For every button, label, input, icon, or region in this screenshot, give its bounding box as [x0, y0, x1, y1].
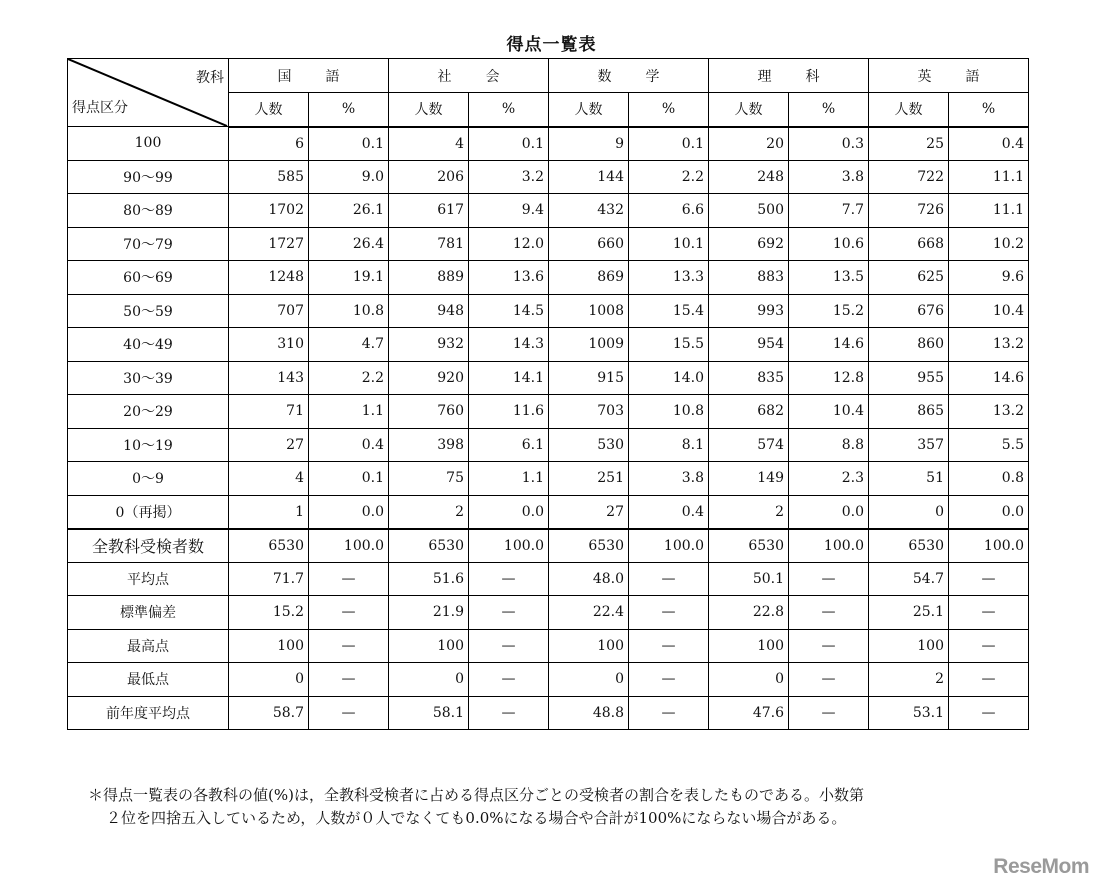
- count-cell: 889: [389, 261, 469, 295]
- dash-cell: —: [789, 696, 869, 730]
- stat-value-cell: 100: [229, 629, 309, 663]
- range-label: 90〜99: [68, 160, 229, 194]
- pct-cell: 10.6: [789, 227, 869, 261]
- pct-cell: 6.6: [629, 194, 709, 228]
- total-pct-cell: 100.0: [309, 529, 389, 563]
- stat-value-cell: 54.7: [869, 562, 949, 596]
- count-cell: 1008: [549, 294, 629, 328]
- score-range-row: [68, 261, 1029, 295]
- score-range-row: [68, 428, 1029, 462]
- pct-cell: 2.2: [309, 361, 389, 395]
- count-cell: 143: [229, 361, 309, 395]
- stat-value-cell: 100: [549, 629, 629, 663]
- subject-header-shakai: 社 会: [389, 59, 549, 93]
- count-cell: 865: [869, 395, 949, 429]
- pct-cell: 1.1: [309, 395, 389, 429]
- pct-cell: 14.1: [469, 361, 549, 395]
- dash-cell: —: [949, 696, 1029, 730]
- dash-cell: —: [629, 562, 709, 596]
- pct-cell: 2.3: [789, 462, 869, 496]
- stat-value-cell: 58.1: [389, 696, 469, 730]
- score-range-row: [68, 395, 1029, 429]
- score-range-row: [68, 361, 1029, 395]
- count-cell: 954: [709, 328, 789, 362]
- pct-cell: 15.4: [629, 294, 709, 328]
- range-label: 70〜79: [68, 227, 229, 261]
- dash-cell: —: [789, 629, 869, 663]
- dash-cell: —: [629, 629, 709, 663]
- pct-cell: 7.7: [789, 194, 869, 228]
- range-label: 50〜59: [68, 294, 229, 328]
- count-cell: 251: [549, 462, 629, 496]
- count-cell: 920: [389, 361, 469, 395]
- count-cell: 668: [869, 227, 949, 261]
- table-title: 得点一覧表: [506, 35, 597, 55]
- pct-cell: 9.0: [309, 160, 389, 194]
- score-range-row: [68, 328, 1029, 362]
- corner-subject-label: 教科: [196, 70, 224, 86]
- total-count-cell: 6530: [549, 529, 629, 563]
- pct-cell: 0.0: [789, 495, 869, 529]
- col-header-count: 人数: [389, 93, 469, 127]
- count-cell: 2: [389, 495, 469, 529]
- range-label: 0〜9: [68, 462, 229, 496]
- stat-value-cell: 51.6: [389, 562, 469, 596]
- dash-cell: —: [469, 562, 549, 596]
- pct-cell: 2.2: [629, 160, 709, 194]
- stat-row: [68, 663, 1029, 697]
- score-range-row: [68, 462, 1029, 496]
- count-cell: 835: [709, 361, 789, 395]
- total-count-cell: 6530: [709, 529, 789, 563]
- pct-cell: 9.4: [469, 194, 549, 228]
- count-cell: 1727: [229, 227, 309, 261]
- stat-value-cell: 48.8: [549, 696, 629, 730]
- count-cell: 144: [549, 160, 629, 194]
- range-label: 10〜19: [68, 428, 229, 462]
- pct-cell: 14.0: [629, 361, 709, 395]
- count-cell: 0: [869, 495, 949, 529]
- stat-label: 最高点: [68, 629, 229, 663]
- pct-cell: 0.1: [309, 127, 389, 161]
- score-range-row: [68, 495, 1029, 529]
- corner-range-label: 得点区分: [72, 100, 128, 116]
- count-cell: 955: [869, 361, 949, 395]
- dash-cell: —: [309, 562, 389, 596]
- range-label: 30〜39: [68, 361, 229, 395]
- total-row: [68, 529, 1029, 563]
- range-label: 0（再掲）: [68, 495, 229, 529]
- pct-cell: 10.4: [949, 294, 1029, 328]
- pct-cell: 10.4: [789, 395, 869, 429]
- count-cell: 6: [229, 127, 309, 161]
- score-range-row: [68, 227, 1029, 261]
- stat-value-cell: 0: [229, 663, 309, 697]
- stat-value-cell: 50.1: [709, 562, 789, 596]
- resemom-logo: ReseMom: [993, 855, 1089, 878]
- pct-cell: 1.1: [469, 462, 549, 496]
- pct-cell: 19.1: [309, 261, 389, 295]
- count-cell: 500: [709, 194, 789, 228]
- count-cell: 915: [549, 361, 629, 395]
- footnote: [88, 784, 1048, 830]
- count-cell: 883: [709, 261, 789, 295]
- dash-cell: —: [789, 663, 869, 697]
- count-cell: 357: [869, 428, 949, 462]
- total-count-cell: 6530: [869, 529, 949, 563]
- dash-cell: —: [789, 562, 869, 596]
- subject-header-kokugo: 国 語: [229, 59, 389, 93]
- count-cell: 206: [389, 160, 469, 194]
- pct-cell: 11.1: [949, 160, 1029, 194]
- col-header-pct: %: [309, 93, 389, 127]
- stat-value-cell: 2: [869, 663, 949, 697]
- count-cell: 398: [389, 428, 469, 462]
- dash-cell: —: [949, 663, 1029, 697]
- pct-cell: 13.2: [949, 328, 1029, 362]
- subject-header-sugaku: 数 学: [549, 59, 709, 93]
- count-cell: 707: [229, 294, 309, 328]
- stat-value-cell: 21.9: [389, 596, 469, 630]
- pct-cell: 14.6: [789, 328, 869, 362]
- pct-cell: 11.1: [949, 194, 1029, 228]
- count-cell: 71: [229, 395, 309, 429]
- stat-value-cell: 22.4: [549, 596, 629, 630]
- pct-cell: 0.1: [469, 127, 549, 161]
- range-label: 40〜49: [68, 328, 229, 362]
- score-range-row: [68, 160, 1029, 194]
- count-cell: 25: [869, 127, 949, 161]
- total-pct-cell: 100.0: [629, 529, 709, 563]
- pct-cell: 3.8: [629, 462, 709, 496]
- score-table: [67, 58, 1029, 730]
- pct-cell: 3.8: [789, 160, 869, 194]
- dash-cell: —: [309, 596, 389, 630]
- pct-cell: 10.1: [629, 227, 709, 261]
- dash-cell: —: [469, 596, 549, 630]
- stat-value-cell: 47.6: [709, 696, 789, 730]
- count-cell: 860: [869, 328, 949, 362]
- count-cell: 682: [709, 395, 789, 429]
- pct-cell: 13.2: [949, 395, 1029, 429]
- stat-row: [68, 629, 1029, 663]
- pct-cell: 0.3: [789, 127, 869, 161]
- count-cell: 585: [229, 160, 309, 194]
- count-cell: 722: [869, 160, 949, 194]
- total-pct-cell: 100.0: [789, 529, 869, 563]
- count-cell: 4: [229, 462, 309, 496]
- stat-value-cell: 71.7: [229, 562, 309, 596]
- col-header-count: 人数: [869, 93, 949, 127]
- count-cell: 1248: [229, 261, 309, 295]
- stat-value-cell: 0: [709, 663, 789, 697]
- pct-cell: 10.8: [629, 395, 709, 429]
- pct-cell: 4.7: [309, 328, 389, 362]
- pct-cell: 3.2: [469, 160, 549, 194]
- pct-cell: 11.6: [469, 395, 549, 429]
- count-cell: 1009: [549, 328, 629, 362]
- total-count-cell: 6530: [389, 529, 469, 563]
- count-cell: 432: [549, 194, 629, 228]
- footnote-line-2: ２位を四捨五入しているため，人数が０人でなくても0.0%になる場合や合計が100%にならない場合がある。: [106, 809, 847, 827]
- count-cell: 948: [389, 294, 469, 328]
- stat-row: [68, 596, 1029, 630]
- dash-cell: —: [949, 596, 1029, 630]
- total-label: 全教科受検者数: [68, 529, 229, 563]
- stat-row: [68, 696, 1029, 730]
- count-cell: 27: [549, 495, 629, 529]
- stat-value-cell: 15.2: [229, 596, 309, 630]
- col-header-pct: %: [629, 93, 709, 127]
- subject-header-eigo: 英 語: [869, 59, 1029, 93]
- pct-cell: 0.8: [949, 462, 1029, 496]
- pct-cell: 0.0: [949, 495, 1029, 529]
- col-header-count: 人数: [709, 93, 789, 127]
- stat-value-cell: 53.1: [869, 696, 949, 730]
- pct-cell: 12.0: [469, 227, 549, 261]
- count-cell: 20: [709, 127, 789, 161]
- stat-value-cell: 100: [869, 629, 949, 663]
- dash-cell: —: [469, 696, 549, 730]
- count-cell: 617: [389, 194, 469, 228]
- stat-value-cell: 25.1: [869, 596, 949, 630]
- stat-label: 最低点: [68, 663, 229, 697]
- pct-cell: 5.5: [949, 428, 1029, 462]
- count-cell: 75: [389, 462, 469, 496]
- col-header-count: 人数: [549, 93, 629, 127]
- dash-cell: —: [629, 696, 709, 730]
- subject-header-rika: 理 科: [709, 59, 869, 93]
- col-header-pct: %: [469, 93, 549, 127]
- score-range-row: [68, 194, 1029, 228]
- stat-value-cell: 22.8: [709, 596, 789, 630]
- count-cell: 993: [709, 294, 789, 328]
- count-cell: 726: [869, 194, 949, 228]
- dash-cell: —: [469, 629, 549, 663]
- total-pct-cell: 100.0: [469, 529, 549, 563]
- dash-cell: —: [309, 696, 389, 730]
- stat-value-cell: 0: [549, 663, 629, 697]
- count-cell: 692: [709, 227, 789, 261]
- pct-cell: 0.4: [629, 495, 709, 529]
- col-header-pct: %: [949, 93, 1029, 127]
- count-cell: 4: [389, 127, 469, 161]
- range-label: 100: [68, 127, 229, 161]
- score-range-row: [68, 294, 1029, 328]
- corner-cell: [68, 59, 229, 127]
- total-count-cell: 6530: [229, 529, 309, 563]
- stat-label: 標準偏差: [68, 596, 229, 630]
- footnote-line-1: ＊得点一覧表の各教科の値(%)は，全教科受検者に占める得点区分ごとの受検者の割合を表したものである。小数第: [88, 786, 864, 804]
- count-cell: 760: [389, 395, 469, 429]
- count-cell: 27: [229, 428, 309, 462]
- pct-cell: 0.0: [469, 495, 549, 529]
- pct-cell: 15.2: [789, 294, 869, 328]
- pct-cell: 15.5: [629, 328, 709, 362]
- pct-cell: 10.2: [949, 227, 1029, 261]
- dash-cell: —: [629, 596, 709, 630]
- dash-cell: —: [789, 596, 869, 630]
- count-cell: 310: [229, 328, 309, 362]
- count-cell: 625: [869, 261, 949, 295]
- pct-cell: 14.6: [949, 361, 1029, 395]
- col-header-pct: %: [789, 93, 869, 127]
- stat-label: 平均点: [68, 562, 229, 596]
- count-cell: 51: [869, 462, 949, 496]
- stat-value-cell: 48.0: [549, 562, 629, 596]
- stat-value-cell: 58.7: [229, 696, 309, 730]
- pct-cell: 0.4: [309, 428, 389, 462]
- count-cell: 676: [869, 294, 949, 328]
- pct-cell: 14.3: [469, 328, 549, 362]
- count-cell: 1: [229, 495, 309, 529]
- count-cell: 149: [709, 462, 789, 496]
- dash-cell: —: [309, 663, 389, 697]
- pct-cell: 0.4: [949, 127, 1029, 161]
- stat-value-cell: 0: [389, 663, 469, 697]
- count-cell: 530: [549, 428, 629, 462]
- count-cell: 574: [709, 428, 789, 462]
- dash-cell: —: [949, 562, 1029, 596]
- dash-cell: —: [949, 629, 1029, 663]
- range-label: 80〜89: [68, 194, 229, 228]
- pct-cell: 8.8: [789, 428, 869, 462]
- count-cell: 660: [549, 227, 629, 261]
- count-cell: 1702: [229, 194, 309, 228]
- count-cell: 248: [709, 160, 789, 194]
- count-cell: 9: [549, 127, 629, 161]
- count-cell: 932: [389, 328, 469, 362]
- pct-cell: 12.8: [789, 361, 869, 395]
- range-label: 60〜69: [68, 261, 229, 295]
- col-header-count: 人数: [229, 93, 309, 127]
- pct-cell: 0.1: [309, 462, 389, 496]
- stat-value-cell: 100: [389, 629, 469, 663]
- pct-cell: 26.1: [309, 194, 389, 228]
- pct-cell: 6.1: [469, 428, 549, 462]
- count-cell: 703: [549, 395, 629, 429]
- pct-cell: 0.1: [629, 127, 709, 161]
- subject-header-row: [68, 59, 1029, 93]
- range-label: 20〜29: [68, 395, 229, 429]
- count-cell: 2: [709, 495, 789, 529]
- pct-cell: 9.6: [949, 261, 1029, 295]
- stat-label: 前年度平均点: [68, 696, 229, 730]
- count-cell: 869: [549, 261, 629, 295]
- pct-cell: 13.3: [629, 261, 709, 295]
- dash-cell: —: [469, 663, 549, 697]
- pct-cell: 13.6: [469, 261, 549, 295]
- pct-cell: 14.5: [469, 294, 549, 328]
- pct-cell: 0.0: [309, 495, 389, 529]
- pct-cell: 13.5: [789, 261, 869, 295]
- pct-cell: 8.1: [629, 428, 709, 462]
- count-cell: 781: [389, 227, 469, 261]
- stat-row: [68, 562, 1029, 596]
- dash-cell: —: [629, 663, 709, 697]
- total-pct-cell: 100.0: [949, 529, 1029, 563]
- dash-cell: —: [309, 629, 389, 663]
- pct-cell: 10.8: [309, 294, 389, 328]
- score-range-row: [68, 127, 1029, 161]
- pct-cell: 26.4: [309, 227, 389, 261]
- stat-value-cell: 100: [709, 629, 789, 663]
